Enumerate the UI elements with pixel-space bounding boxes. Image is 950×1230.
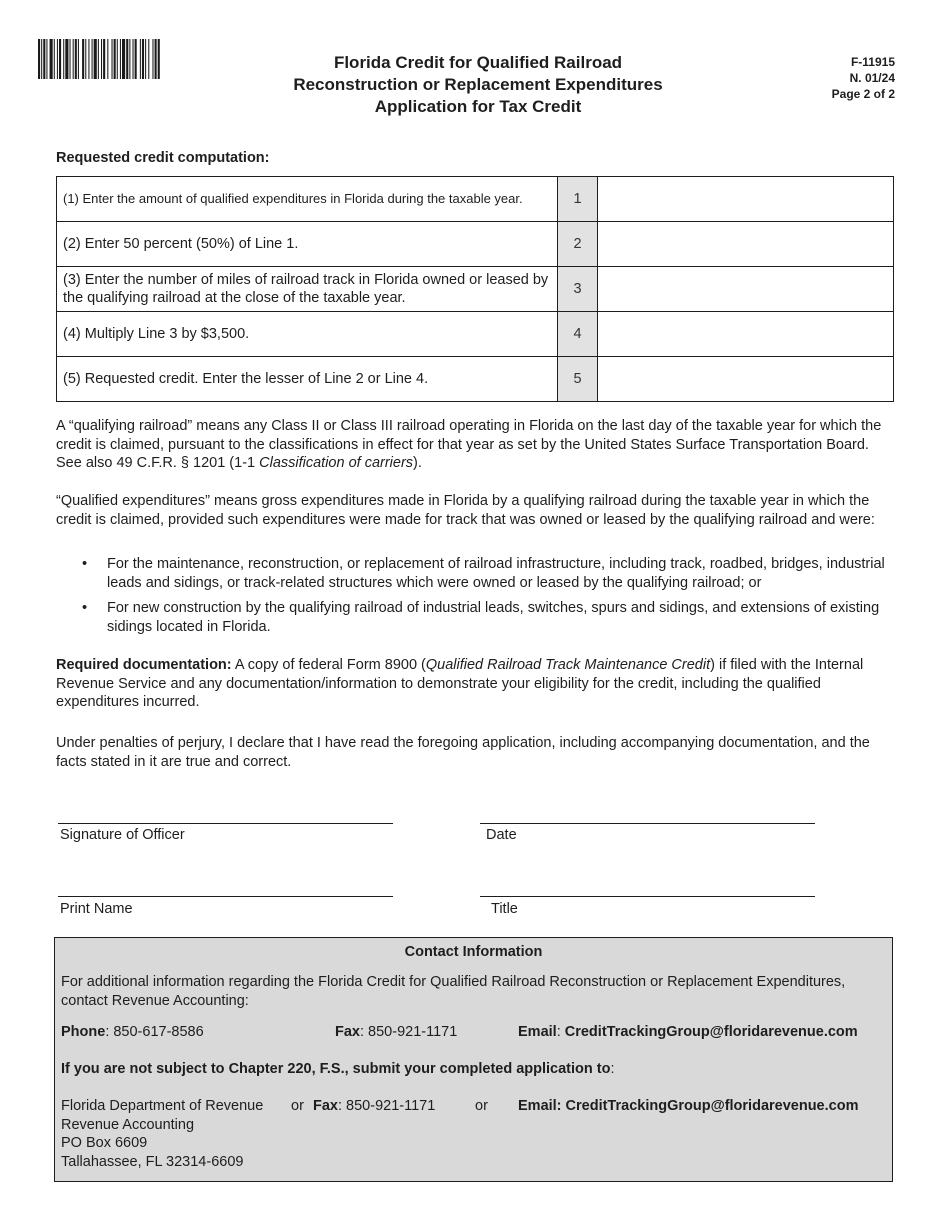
form-revision: N. 01/24 <box>849 71 895 85</box>
form-identifier <box>832 54 895 102</box>
list-item <box>80 555 896 592</box>
barcode-bar <box>129 39 130 79</box>
perjury-declaration: Under penalties of perjury, I declare that I have read the foregoing application, including accompanying documentation, and the facts stated in it are true and correct. <box>56 735 870 770</box>
railroad-definition-text: A “qualifying railroad” means any Class II or Class III railroad operating in Florida on the last day of the taxable year for which the credit is claimed, pursuant to the classifications in effect for that year as set by the United States Surface Transportation Board. See also 49 C.F.R. § 1201 (1-1 <box>56 418 882 471</box>
contact-intro: For additional information regarding the Florida Credit for Qualified Railroad Reconstruction or Replacement Expenditures, contact Revenue Accounting: <box>61 974 846 1009</box>
bullet-icon: • <box>82 556 88 572</box>
barcode-bar <box>98 39 99 79</box>
or-separator-1: or <box>291 1098 304 1114</box>
barcode-bar <box>120 39 121 79</box>
computation-table <box>56 176 894 402</box>
required-documentation <box>56 656 896 712</box>
railroad-definition-end: ). <box>413 455 422 471</box>
contact-phone <box>61 1023 204 1042</box>
barcode-bar <box>112 39 113 79</box>
print-name-label: Print Name <box>60 901 133 917</box>
line-5-number: 5 <box>558 357 598 402</box>
phone-number: : 850-617-8586 <box>105 1024 204 1040</box>
barcode-bar <box>107 39 108 79</box>
form-number: F-11915 <box>850 55 895 69</box>
title-line-2: Reconstruction or Replacement Expenditures <box>293 75 663 94</box>
line-2-number: 2 <box>558 222 598 267</box>
barcode-bar <box>114 39 116 79</box>
line-5-description: (5) Requested credit. Enter the lesser of Line 2 or Line 4. <box>57 357 558 402</box>
barcode-bar <box>59 39 61 79</box>
line-1-description: (1) Enter the amount of qualified expenditures in Florida during the taxable year. <box>57 177 558 222</box>
mailing-address <box>61 1097 263 1171</box>
line-2-amount-field[interactable] <box>598 222 894 267</box>
barcode-bar <box>63 39 64 79</box>
bullet-icon: • <box>82 600 88 616</box>
barcode-bar <box>117 39 118 79</box>
barcode-bar <box>82 39 84 79</box>
barcode-bar <box>78 39 79 79</box>
table-row <box>57 312 894 357</box>
submit-fax-number: : 850-921-1171 <box>338 1098 436 1114</box>
line-1-number: 1 <box>558 177 598 222</box>
barcode-bar <box>133 39 134 79</box>
barcode-bar <box>57 39 58 79</box>
line-3-amount-field[interactable] <box>598 267 894 312</box>
contact-title: Contact Information <box>404 944 543 960</box>
title-line[interactable] <box>480 896 815 897</box>
barcode-bar <box>41 39 42 79</box>
signature-line[interactable] <box>58 823 393 824</box>
page-number: Page 2 of 2 <box>831 87 895 101</box>
barcode-bar <box>101 39 102 79</box>
barcode-bar <box>152 39 153 79</box>
contact-email: Email: CreditTrackingGroup@floridarevenue.com <box>518 1024 858 1040</box>
documentation-text-1: A copy of federal Form 8900 ( <box>231 657 426 673</box>
criteria-text: For the maintenance, reconstruction, or replacement of railroad infrastructure, including track, roadbed, bridges, industrial leads and sidings, or track-related structures which were owned or leased by the qualifying railroad; or <box>107 556 885 591</box>
barcode-bar <box>148 39 149 79</box>
barcode-bar <box>122 39 125 79</box>
barcode-bar <box>135 39 137 79</box>
barcode-bar <box>103 39 105 79</box>
barcode-bar <box>46 39 47 79</box>
submit-heading: If you are not subject to Chapter 220, F.S., submit your completed application to <box>61 1061 611 1077</box>
title-line-1: Florida Credit for Qualified Railroad <box>333 53 623 72</box>
title-label: Title <box>491 901 518 917</box>
submit-email[interactable] <box>518 1097 858 1116</box>
barcode-bar <box>142 39 144 79</box>
barcode-bar <box>65 39 68 79</box>
line-5-amount-field[interactable] <box>598 357 894 402</box>
email-label: Email <box>518 1024 557 1040</box>
expenditure-criteria-list <box>80 555 896 643</box>
criteria-text: For new construction by the qualifying railroad of industrial leads, switches, spurs and sidings, and extensions of existing sidings located in Florida. <box>107 600 880 635</box>
barcode-bar <box>85 39 86 79</box>
barcode-bar <box>38 39 40 79</box>
table-row <box>57 357 894 402</box>
computation-heading: Requested credit computation: <box>56 150 270 166</box>
documentation-text-2: ) if filed with the Internal Revenue Service and any documentation/information to demonstrate your eligibility for the credit, including the qualified expenditures incurred. <box>56 657 864 710</box>
barcode-bar <box>145 39 146 79</box>
title-line-3: Application for Tax Credit <box>374 97 582 116</box>
barcode-bar <box>94 39 97 79</box>
fax-number: : 850-921-1171 <box>360 1024 458 1040</box>
date-label: Date <box>486 827 517 843</box>
line-4-description: (4) Multiply Line 3 by $3,500. <box>57 312 558 357</box>
table-row <box>57 267 894 312</box>
contact-fax <box>335 1023 457 1042</box>
address-line: Florida Department of Revenue <box>61 1098 264 1114</box>
barcode-bar <box>75 39 77 79</box>
submit-instructions: If you are not subject to Chapter 220, F.S., submit your completed application to: <box>61 1061 615 1077</box>
qualifying-railroad-definition <box>56 417 896 473</box>
address-line: Revenue Accounting <box>61 1116 195 1133</box>
signature-label: Signature of Officer <box>60 827 185 843</box>
contact-information-box <box>54 937 893 1182</box>
line-3-number: 3 <box>558 267 598 312</box>
fax-label: Fax <box>335 1024 360 1040</box>
barcode-bar <box>73 39 74 79</box>
barcode-bar <box>155 39 157 79</box>
submit-fax <box>313 1097 435 1116</box>
barcode-bar <box>70 39 71 79</box>
documentation-label: Required documentation: <box>56 657 232 673</box>
address-line: PO Box 6609 <box>61 1135 148 1151</box>
barcode <box>38 39 262 79</box>
email-address[interactable]: CreditTrackingGroup@floridarevenue.com <box>564 1024 858 1040</box>
line-2-description: (2) Enter 50 percent (50%) of Line 1. <box>57 222 558 267</box>
line-4-number: 4 <box>558 312 598 357</box>
form-title <box>268 52 688 118</box>
submit-email-text: Email: CreditTrackingGroup@floridarevenue.com <box>518 1098 859 1114</box>
print-name-line[interactable] <box>58 896 393 897</box>
barcode-bar <box>54 39 55 79</box>
barcode-bar <box>92 39 93 79</box>
documentation-form-name: Qualified Railroad Track Maintenance Credit <box>425 657 711 673</box>
railroad-definition-citation: Classification of carriers <box>259 455 414 471</box>
phone-label: Phone <box>61 1024 106 1040</box>
list-item <box>80 599 896 636</box>
address-line: Tallahassee, FL 32314-6609 <box>61 1153 244 1170</box>
barcode-bar <box>126 39 128 79</box>
submit-fax-label: Fax <box>313 1098 338 1114</box>
table-row <box>57 222 894 267</box>
or-separator-2: or <box>475 1098 488 1114</box>
line-4-amount-field[interactable] <box>598 312 894 357</box>
table-row <box>57 177 894 222</box>
barcode-bar <box>158 39 160 79</box>
barcode-bar <box>88 39 89 79</box>
barcode-bar <box>50 39 53 79</box>
barcode-bar <box>140 39 141 79</box>
line-3-description: (3) Enter the number of miles of railroad track in Florida owned or leased by the qualifying railroad at the close of the taxable year. <box>57 267 558 312</box>
qualified-expenditures-definition: “Qualified expenditures” means gross expenditures made in Florida by a qualifying railroad during the taxable year in which the credit is claimed, provided such expenditures were made for track that was owned or leased by the qualifying railroad and were: <box>56 493 875 528</box>
barcode-bar <box>43 39 45 79</box>
date-line[interactable] <box>480 823 815 824</box>
line-1-amount-field[interactable] <box>598 177 894 222</box>
